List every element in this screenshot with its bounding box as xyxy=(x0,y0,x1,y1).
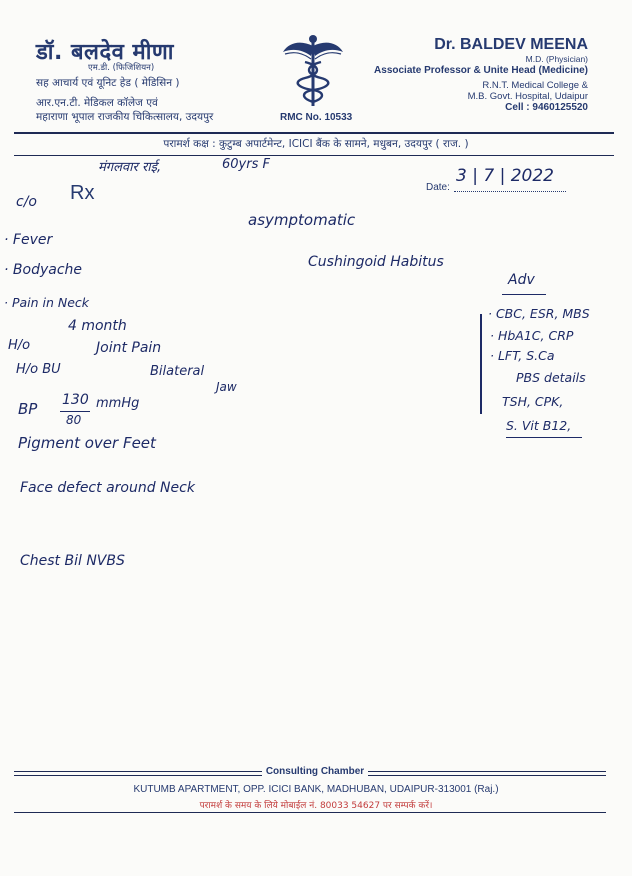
rx-symbol: Rx xyxy=(70,182,95,204)
investigation-6: S. Vit B12, xyxy=(506,418,572,433)
patient-name: मंगलवार राई, xyxy=(98,160,162,175)
college-hindi: आर.एन.टी. मेडिकल कॉलेज एवं xyxy=(36,97,158,109)
chamber-title: Consulting Chamber xyxy=(265,766,365,777)
investigation-underline xyxy=(506,437,582,438)
investigation-2: · HbA1C, CRP xyxy=(490,328,574,343)
footer-bottom-rule xyxy=(14,812,606,813)
footer-rule-left-2 xyxy=(14,775,262,776)
doctor-name-en: Dr. BALDEV MEENA xyxy=(434,36,588,53)
degree-hindi: एम.डी. (फिजिशियन) xyxy=(88,63,155,73)
address-divider xyxy=(14,155,614,156)
complaint-3: · Pain in Neck xyxy=(4,295,90,310)
bilateral-note: Bilateral xyxy=(150,364,205,379)
face-defect-note: Face defect around Neck xyxy=(20,480,195,496)
address-hindi: परामर्श कक्ष : कुटुम्ब अपार्टमेन्ट, ICICI बैंक के सामने, मधुबन, उदयपुर ( राज. ) xyxy=(163,138,469,150)
hospital-en: M.B. Govt. Hospital, Udaipur xyxy=(467,91,588,102)
pigment-note: Pigment over Feet xyxy=(18,434,156,452)
complaint-2: · Bodyache xyxy=(4,262,83,278)
designation-en: Associate Professor & Unite Head (Medicine) xyxy=(374,65,588,76)
investigation-bracket xyxy=(480,314,482,414)
advice-label: Adv xyxy=(508,272,535,288)
bp-unit: mmHg xyxy=(96,396,140,411)
co-label: c/o xyxy=(16,194,37,210)
college-en: R.N.T. Medical College & xyxy=(482,80,588,91)
asymptomatic-note: asymptomatic xyxy=(248,211,356,229)
footer-address: KUTUMB APARTMENT, OPP. ICICI BANK, MADHUBAN, UDAIPUR-313001 (Raj.) xyxy=(133,784,499,795)
header-right xyxy=(368,36,588,113)
bp-diastolic: 80 xyxy=(66,413,82,427)
complaint-duration: 4 month xyxy=(68,318,127,334)
bp-systolic: 130 xyxy=(62,392,89,408)
footer-contact: परामर्श के समय के लिये मोबाईल नं. 80033 54627 पर सम्पर्क करें। xyxy=(199,801,433,811)
footer-rule-right-2 xyxy=(368,775,606,776)
footer-rule-right-1 xyxy=(368,771,606,772)
date-line xyxy=(454,191,566,192)
joint-pain-note: Joint Pain xyxy=(96,340,162,356)
advice-underline xyxy=(502,294,546,295)
designation-hindi: सह आचार्य एवं यूनिट हेड ( मेडिसिन ) xyxy=(36,77,180,89)
degree-en: M.D. (Physician) xyxy=(525,54,588,64)
investigation-1: · CBC, ESR, MBS xyxy=(488,306,590,321)
history-bu: H/o BU xyxy=(16,362,61,377)
history-label: H/o xyxy=(8,338,31,353)
header-divider xyxy=(14,132,614,134)
cell-number: Cell : 9460125520 xyxy=(505,102,588,113)
investigation-3: · LFT, S.Ca xyxy=(490,348,555,363)
date-value: 3 | 7 | 2022 xyxy=(456,166,554,186)
bilateral-sub: Jaw xyxy=(216,380,237,394)
caduceus-icon xyxy=(281,32,345,108)
investigation-4: PBS details xyxy=(516,370,586,385)
bp-fraction-line xyxy=(60,411,90,412)
footer-rule-left-1 xyxy=(14,771,262,772)
hospital-hindi: महाराणा भूपाल राजकीय चिकित्सालय, उदयपुर xyxy=(36,111,214,123)
cushingoid-note: Cushingoid Habitus xyxy=(308,254,444,270)
date-label: Date: xyxy=(426,182,450,193)
investigation-5: TSH, CPK, xyxy=(502,394,564,409)
complaint-1: · Fever xyxy=(4,232,53,248)
chest-note: Chest Bil NVBS xyxy=(20,553,125,569)
rmc-number: RMC No. 10533 xyxy=(280,112,353,123)
patient-age-sex: 60yrs F xyxy=(222,157,270,172)
doctor-name-hindi: डॉ. बलदेव मीणा xyxy=(36,40,174,65)
bp-label: BP xyxy=(18,400,38,418)
